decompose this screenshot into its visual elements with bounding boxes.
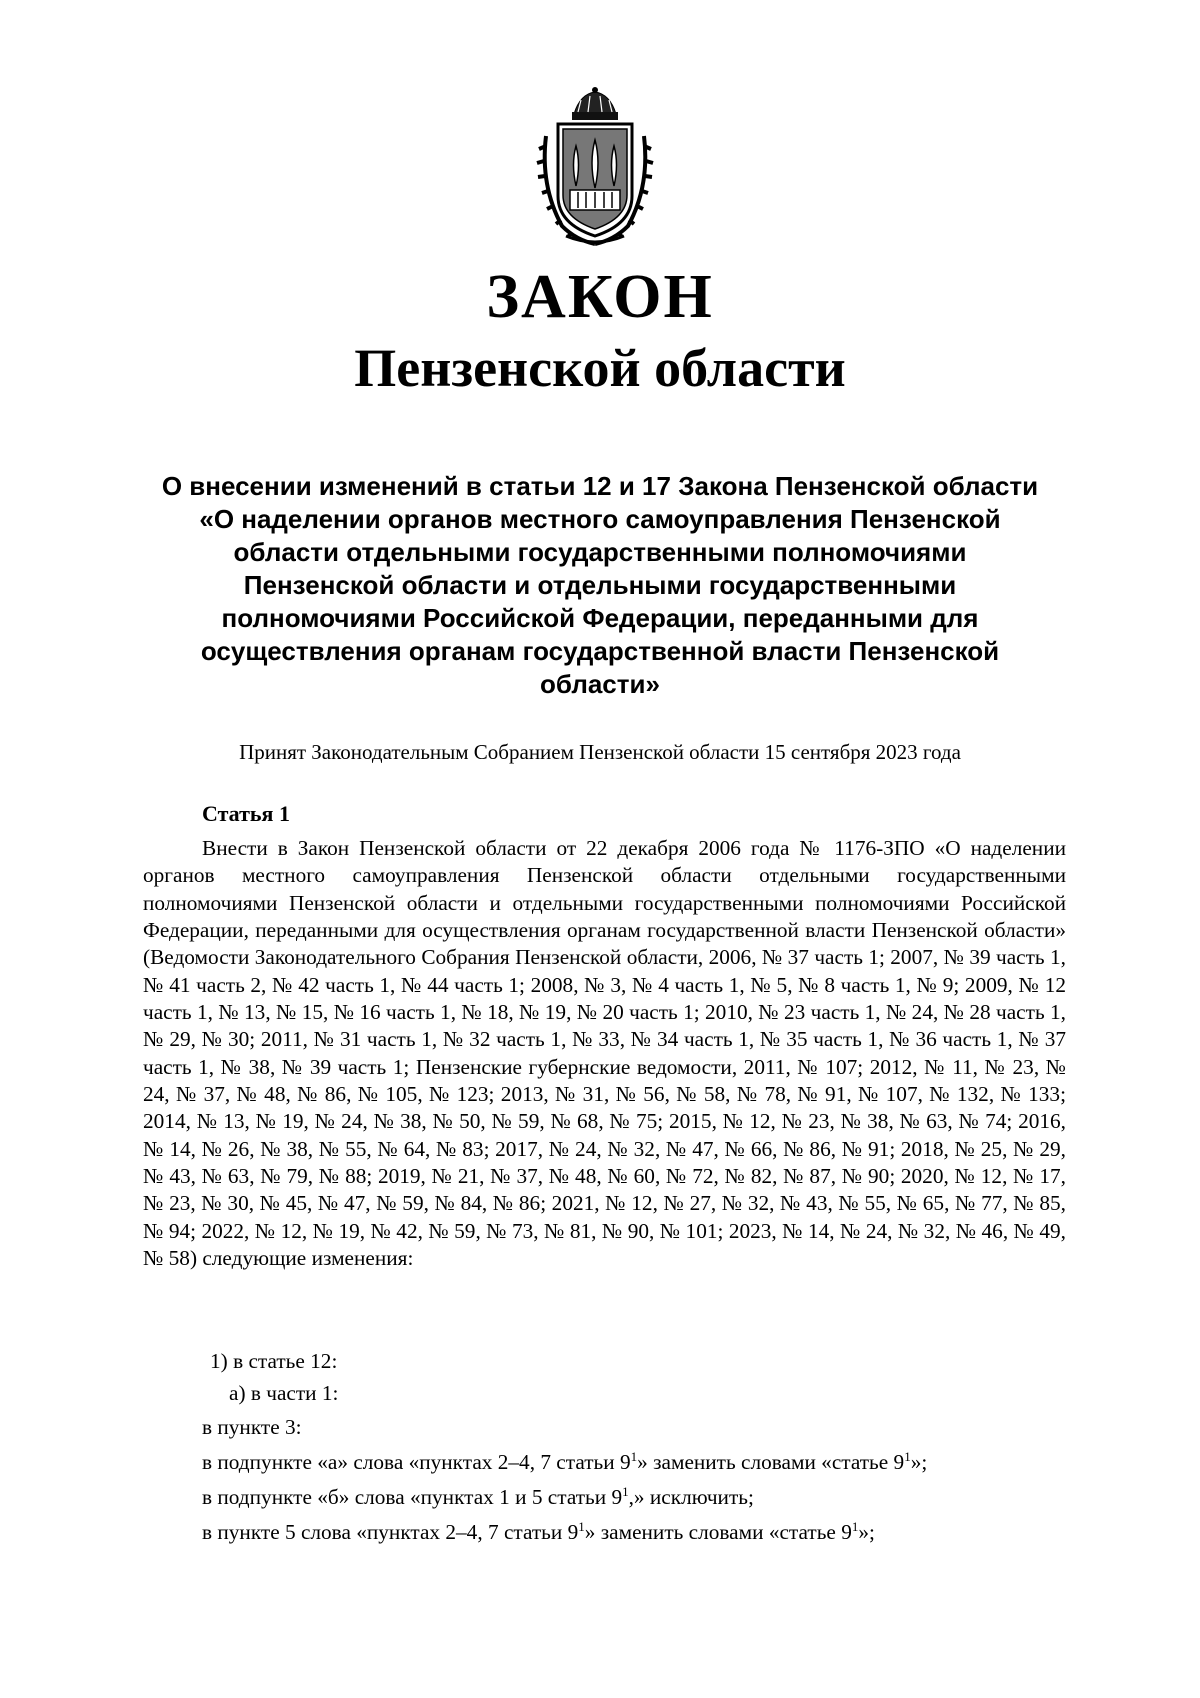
document-heading: О внесении изменений в статьи 12 и 17 Закона Пензенской области «О наделении органов местного самоуправления Пензенской области отдельными государственными полномочиями Пензенской области и отдельными государственными полномочиями Российской Федерации, переданными для осуществления органам государственной власти Пензенской области» [161,471,1039,699]
article-body-paragraph: Внести в Закон Пензенской области от 22 декабря 2006 года № 1176-ЗПО «О наделении органов местного самоуправления Пензенской области отдельными государственными полномочиями Пензенской области и отдельными государственными полномочиями Российской Федерации, переданными для осуществления органам государственной власти Пензенской области» (Ведомости Законодательного Собрания Пензенской области, 2006, № 37 часть 1; 2007, № 39 часть 1, № 41 часть 2, № 42 часть 1, № 44 часть 1; 2008, № 3, № 4 часть 1, № 5, № 8 часть 1, № 9; 2009, № 12 часть 1, № 13, № 15, № 16 часть 1, № 18, № 19, № 20 часть 1; 2010, № 23 часть 1, № 24, № 28 часть 1, № 29, № 30; 2011, № 31 часть 1, № 32 часть 1, № 33, № 34 часть 1, № 35 часть 1, № 36 часть 1, № 37 часть 1, № 38, № 39 часть 1; Пензенские губернские ведомости, 2011, № 107; 2012, № 11, № 23, № 24, № 37, № 48, № 86, № 105, № 123; 2013, № 31, № 56, № 58, № 78, № 91, № 107, № 132, № 133; 2014, № 13, № 19, № 24, № 38, № 50, № 59, № 68, № 75; 2015, № 12, № 23, № 38, № 63, № 74; 2016, № 14, № 26, № 38, № 55, № 64, № 83; 2017, № 24, № 32, № 47, № 66, № 86, № 91; 2018, № 25, № 29, № 43, № 63, № 79, № 88; 2019, № 21, № 37, № 48, № 60, № 72, № 82, № 87, № 90; 2020, № 12, № 17, № 23, № 30, № 45, № 47, № 59, № 84, № 86; 2021, № 12, № 27, № 32, № 43, № 55, № 65, № 77, № 85, № 94; 2022, № 12, № 19, № 42, № 59, № 73, № 81, № 90, № 101; 2023, № 14, № 24, № 32, № 46, № 49, № 58) следующие изменения: [143,836,1066,1271]
list-item-article-12: 1) в статье 12: [210,1349,338,1373]
superscript: 1 [851,1519,859,1534]
superscript: 1 [622,1484,629,1499]
text-fragment: » заменить словами «статье 9 [584,1520,852,1544]
list-subitem-part-1: а) в части 1: [229,1381,339,1405]
point-5-text [202,1519,875,1546]
superscript: 1 [578,1519,585,1534]
coat-of-arms-emblem [536,86,654,246]
text-fragment: » заменить словами «статье 9 [637,1450,905,1474]
subpoint-a-text [202,1449,927,1476]
text-fragment: в подпункте «б» слова «пунктах 1 и 5 статьи 9 [202,1485,623,1509]
article-title: Статья 1 [202,801,290,826]
text-fragment: ,» исключить; [628,1485,754,1509]
text-fragment: в пункте 5 слова «пунктах 2–4, 7 статьи 9 [202,1520,579,1544]
superscript: 1 [904,1449,911,1464]
superscript: 1 [630,1449,638,1464]
law-title: ЗАКОН [486,263,714,331]
point-3-label: в пункте 3: [202,1415,302,1439]
text-fragment: »; [910,1450,928,1474]
text-fragment: в подпункте «а» слова «пунктах 2–4, 7 статьи 9 [202,1450,631,1474]
adoption-statement: Принят Законодательным Собранием Пензенской области 15 сентября 2023 года [239,740,961,764]
text-fragment: »; [858,1520,875,1544]
law-region: Пензенской области [354,338,846,398]
subpoint-b-text [202,1484,754,1511]
